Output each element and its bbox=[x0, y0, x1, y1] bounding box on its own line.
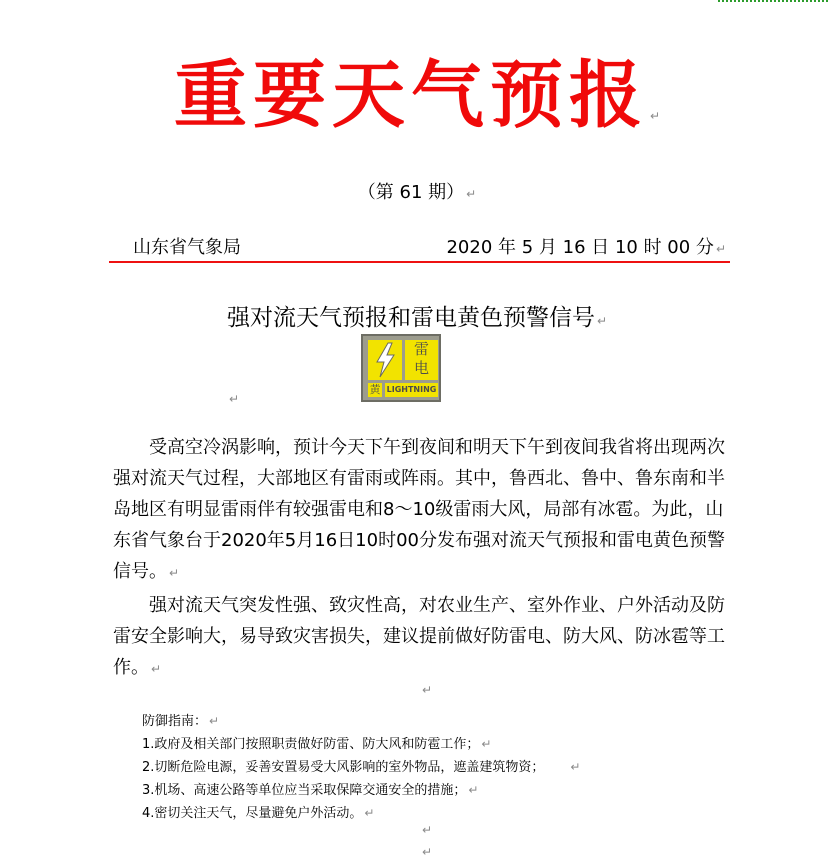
page-title: 重要天气预报 bbox=[173, 53, 648, 138]
badge-corner-text: 黄 bbox=[369, 383, 381, 396]
body-paragraph-row bbox=[113, 432, 739, 589]
paragraph-mark: ↵ bbox=[649, 109, 661, 123]
paragraph-mark: ↵ bbox=[151, 662, 162, 676]
paragraph-mark: ↵ bbox=[209, 714, 220, 728]
paragraph-mark: ↵ bbox=[715, 242, 726, 256]
paragraph-mark: ↵ bbox=[570, 760, 581, 774]
paragraph-mark: ↵ bbox=[364, 806, 375, 820]
guide-item: 4.密切关注天气，尽量避免户外活动。 bbox=[142, 806, 363, 821]
paragraph-mark: ↵ bbox=[169, 566, 180, 580]
paragraph-mark: ↵ bbox=[596, 314, 608, 328]
issue-date-row bbox=[446, 233, 726, 259]
paragraph-mark: ↵ bbox=[422, 845, 433, 859]
guide-heading: 防御指南： bbox=[142, 714, 208, 729]
paragraph-mark: ↵ bbox=[466, 187, 477, 201]
body-paragraph: 受高空冷涡影响，预计今天下午到夜间和明天下午到夜间我省将出现两次强对流天气过程，大部地区有雷雨或阵雨。其中，鲁西北、鲁中、鲁东南和半岛地区有明显雷雨伴有较强雷电和8～10级雷雨大风，局部有冰雹。为此，山东省气象台于2020年5月16日10时00分发布强对流天气预报和雷电黄色预警信号。 bbox=[113, 437, 725, 582]
document-title: 强对流天气预报和雷电黄色预警信号 bbox=[226, 305, 595, 331]
lightning-bolt-icon bbox=[368, 340, 402, 380]
guide-item-row bbox=[142, 733, 580, 756]
badge-top-text: 雷 电 bbox=[405, 340, 438, 380]
paragraph-mark: ↵ bbox=[229, 392, 240, 406]
badge-label: LIGHTNING bbox=[385, 383, 438, 397]
guide-item: 2.切断危险电源，妥善安置易受大风影响的室外物品，遮盖建筑物资； bbox=[142, 760, 545, 775]
issue-number-row bbox=[0, 178, 834, 204]
paragraph-mark: ↵ bbox=[422, 823, 433, 837]
guide-item: 1.政府及相关部门按照职责做好防雷、防大风和防雹工作； bbox=[142, 737, 480, 752]
issuing-organization: 山东省气象局 bbox=[133, 237, 241, 258]
guide-item: 3.机场、高速公路等单位应当采取保障交通安全的措施； bbox=[142, 783, 467, 798]
defense-guide bbox=[142, 710, 580, 825]
body-paragraph: 强对流天气突发性强、致灾性高，对农业生产、室外作业、户外活动及防雷安全影响大，易导致灾害损失，建议提前做好防雷电、防大风、防冰雹等工作。 bbox=[113, 595, 725, 678]
guide-item-row bbox=[142, 756, 580, 779]
guide-item-row bbox=[142, 779, 580, 802]
guide-item-row bbox=[142, 802, 580, 825]
body-paragraph-row bbox=[113, 590, 739, 685]
issue-date: 2020 年 5 月 16 日 10 时 00 分 bbox=[446, 237, 714, 258]
red-separator-line bbox=[109, 261, 730, 263]
paragraph-mark: ↵ bbox=[422, 683, 433, 697]
header-title-row bbox=[0, 36, 834, 141]
paragraph-mark: ↵ bbox=[481, 737, 492, 751]
issue-number: （第 61 期） bbox=[357, 182, 465, 203]
document-title-row bbox=[0, 299, 834, 332]
guide-heading-row bbox=[142, 710, 580, 733]
paragraph-mark: ↵ bbox=[468, 783, 479, 797]
lightning-yellow-warning-badge bbox=[361, 334, 441, 402]
top-dotted-decoration bbox=[718, 0, 828, 2]
